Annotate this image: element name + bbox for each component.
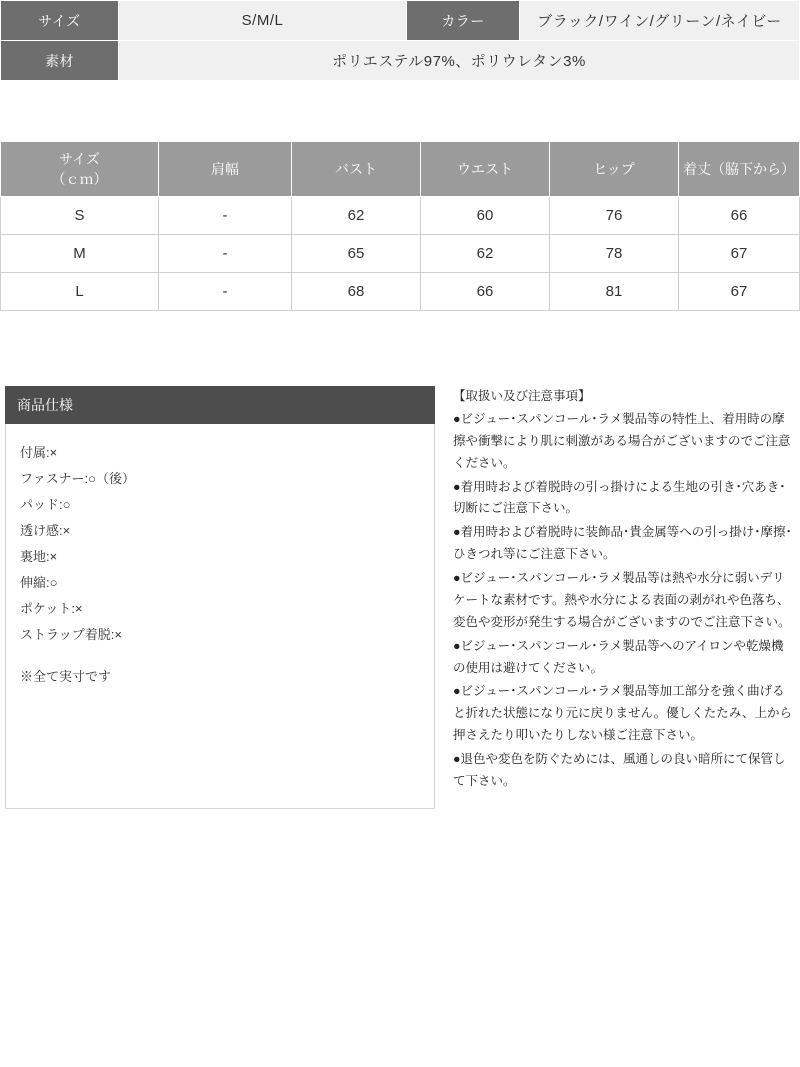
care-instruction-item: ●ビジュー･スパンコール･ラメ製品等は熱や水分に弱いデリケートな素材です。熱や水分による表面の剥がれや色落ち、変色や変形が発生する場合がございますのでご注意下さい。 bbox=[453, 571, 791, 629]
spec-label-size: サイズ bbox=[1, 1, 119, 41]
size-cell: 62 bbox=[421, 235, 550, 273]
size-col-header-size bbox=[1, 142, 159, 197]
list-item: ポケット:× bbox=[20, 601, 83, 616]
spec-value-size: S/M/L bbox=[119, 1, 407, 41]
size-cell: 66 bbox=[421, 273, 550, 311]
size-cell: - bbox=[159, 197, 292, 235]
list-item: ファスナー:○（後） bbox=[20, 471, 135, 486]
table-row bbox=[1, 1, 800, 41]
list-item: 伸縮:○ bbox=[20, 575, 58, 590]
size-cell: S bbox=[1, 197, 159, 235]
table-row bbox=[1, 273, 800, 311]
detail-columns bbox=[0, 386, 800, 809]
care-instructions-title: 【取扱い及び注意事項】 bbox=[453, 389, 591, 403]
size-cell: 65 bbox=[292, 235, 421, 273]
spec-label-color: カラー bbox=[407, 1, 520, 41]
size-cell: 66 bbox=[679, 197, 800, 235]
size-cell: M bbox=[1, 235, 159, 273]
list-item: 付属:× bbox=[20, 445, 58, 460]
table-row bbox=[1, 235, 800, 273]
actual-measurement-note: ※全て実寸です bbox=[20, 669, 112, 684]
size-chart-header-row bbox=[1, 142, 800, 197]
list-item: パッド:○ bbox=[20, 497, 71, 512]
size-cell: 60 bbox=[421, 197, 550, 235]
product-spec-summary-table bbox=[0, 0, 800, 81]
table-row bbox=[1, 197, 800, 235]
size-cell: 62 bbox=[292, 197, 421, 235]
list-item: 裏地:× bbox=[20, 549, 58, 564]
size-col-header-length: 着丈（脇下から） bbox=[679, 142, 800, 197]
spec-value-color: ブラック/ワイン/グリーン/ネイビー bbox=[520, 1, 800, 41]
size-cell: - bbox=[159, 273, 292, 311]
list-item: 透け感:× bbox=[20, 523, 71, 538]
table-row bbox=[1, 41, 800, 81]
care-instructions-panel bbox=[453, 386, 795, 809]
spec-label-material: 素材 bbox=[1, 41, 119, 81]
care-instruction-item: ●ビジュー･スパンコール･ラメ製品等へのアイロンや乾燥機の使用は避けてください。 bbox=[453, 638, 784, 675]
size-col-header-line2: （ｃｍ） bbox=[51, 171, 108, 187]
size-cell: 67 bbox=[679, 235, 800, 273]
size-cell: 68 bbox=[292, 273, 421, 311]
care-instruction-item: ●ビジュー･スパンコール･ラメ製品等加工部分を強く曲げると折れた状態になり元に戻りません。優しくたたみ、上から押さえたり叩いたりしない様ご注意下さい。 bbox=[453, 684, 793, 743]
care-instruction-item: ●ビジュー･スパンコール･ラメ製品等の特性上、着用時の摩擦や衝撃により肌に刺激がある場合がございますのでご注意ください。 bbox=[453, 411, 791, 470]
spec-value-material: ポリエステル97%、ポリウレタン3% bbox=[119, 41, 800, 81]
care-instruction-item: ●退色や変色を防ぐためには、風通しの良い暗所にて保管して下さい。 bbox=[453, 752, 786, 788]
list-item: ストラップ着脱:× bbox=[20, 627, 122, 642]
size-cell: L bbox=[1, 273, 159, 311]
size-chart-table bbox=[0, 141, 800, 311]
size-cell: - bbox=[159, 235, 292, 273]
care-instruction-item: ●着用時および着脱時に装飾品･貴金属等への引っ掛け･摩擦･ひきつれ等にご注意下さい。 bbox=[453, 525, 792, 562]
product-spec-list bbox=[5, 424, 435, 809]
size-col-header-hip: ヒップ bbox=[550, 142, 679, 197]
size-col-header-shoulder: 肩幅 bbox=[159, 142, 292, 197]
size-cell: 76 bbox=[550, 197, 679, 235]
product-spec-panel bbox=[5, 386, 435, 809]
size-cell: 78 bbox=[550, 235, 679, 273]
size-col-header-waist: ウエスト bbox=[421, 142, 550, 197]
size-chart-section bbox=[0, 141, 800, 311]
size-cell: 67 bbox=[679, 273, 800, 311]
size-cell: 81 bbox=[550, 273, 679, 311]
size-col-header-bust: バスト bbox=[292, 142, 421, 197]
size-col-header-line1: サイズ bbox=[59, 150, 100, 167]
care-instruction-item: ●着用時および着脱時の引っ掛けによる生地の引き･穴あき･切断にご注意下さい。 bbox=[453, 479, 786, 516]
product-spec-title: 商品仕様 bbox=[5, 386, 435, 424]
